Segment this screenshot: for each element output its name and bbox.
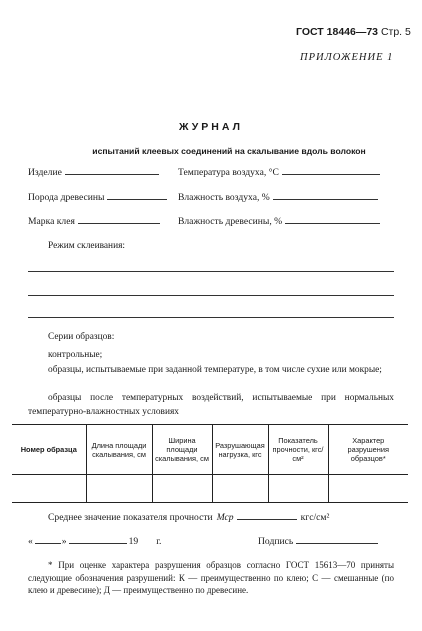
field-wood-species-label: Порода древесины (28, 192, 105, 203)
average-symbol: Мср (216, 512, 234, 523)
col-header-length: Длина площади скалывания, см (86, 425, 152, 475)
date-day-line (35, 542, 61, 544)
table-cell[interactable] (212, 475, 268, 503)
col-header-strength: Показатель прочности, кгс/см² (268, 425, 328, 475)
blank-line-3 (28, 317, 394, 318)
field-product (28, 167, 159, 178)
col-header-width: Ширина площади скалывания, см (152, 425, 212, 475)
date-year-suffix: г. (156, 536, 162, 547)
date-month-line (69, 542, 127, 544)
field-air-humidity (178, 192, 378, 203)
date-year: 19 (128, 536, 139, 547)
date-quote-close: » (61, 536, 67, 547)
field-glue-brand-label: Марка клея (28, 216, 75, 227)
samples-table (12, 424, 408, 503)
series-item-3: образцы после температурных воздействий, испытываемые при нормальных температурно-влажностных условиях (28, 393, 394, 417)
field-air-temp (178, 167, 380, 178)
table-header-row (12, 425, 408, 475)
field-wood-species (28, 192, 167, 203)
average-label: Среднее значение показателя прочности (48, 512, 213, 523)
series-heading: Серии образцов: (48, 332, 115, 342)
field-wood-humidity-line (285, 222, 380, 224)
table-cell[interactable] (152, 475, 212, 503)
field-wood-species-line (107, 198, 167, 200)
field-air-temp-label: Температура воздуха, °С (178, 167, 279, 178)
journal-subtitle: испытаний клеевых соединений на скалывание вдоль волокон (92, 146, 366, 156)
average-line (48, 512, 329, 523)
average-unit: кгс/см² (300, 512, 330, 523)
col-header-number: Номер образца (12, 425, 86, 475)
col-header-load: Разрушающая нагрузка, кгс (212, 425, 268, 475)
field-product-line (65, 173, 159, 175)
blank-line-1 (28, 271, 394, 272)
field-air-humidity-label: Влажность воздуха, % (178, 192, 270, 203)
date-quote-open: « (28, 536, 33, 547)
field-glue-brand-line (78, 222, 160, 224)
footnote: * При оценке характера разрушения образцов согласно ГОСТ 15613—70 приняты следующие обозначения разрушений: К — преимущественно по клею; С — смешанные (по клею и древесине); Д — преимущественно по древесине. (28, 560, 394, 595)
date-line (28, 536, 161, 547)
field-air-humidity-line (273, 198, 378, 200)
table-cell[interactable] (86, 475, 152, 503)
blank-line-2 (28, 295, 394, 296)
signature-label: Подпись (258, 536, 294, 547)
gost-number: ГОСТ 18446—73 (296, 26, 379, 38)
page-number: Стр. 5 (380, 26, 411, 38)
field-air-temp-line (282, 173, 380, 175)
journal-title: ЖУРНАЛ (179, 121, 243, 133)
average-value-line (237, 518, 297, 520)
field-wood-humidity-label: Влажность древесины, % (178, 216, 283, 227)
table-row (12, 475, 408, 503)
field-glue-brand (28, 216, 160, 227)
col-header-failure: Характер разрушения образцов* (328, 425, 408, 475)
series-item-2: образцы, испытываемые при заданной температуре, в том числе сухие или мокрые; (48, 365, 382, 375)
series-control: контрольные; (48, 350, 103, 360)
field-wood-humidity (178, 216, 380, 227)
table-cell[interactable] (268, 475, 328, 503)
signature-line (258, 536, 378, 547)
appendix-label: ПРИЛОЖЕНИЕ 1 (300, 52, 394, 63)
field-product-label: Изделие (28, 167, 62, 178)
gluing-mode-label: Режим склеивания: (48, 241, 126, 251)
table-cell[interactable] (328, 475, 408, 503)
table-cell[interactable] (12, 475, 86, 503)
page-header (296, 26, 411, 38)
signature-blank-line (296, 542, 378, 544)
